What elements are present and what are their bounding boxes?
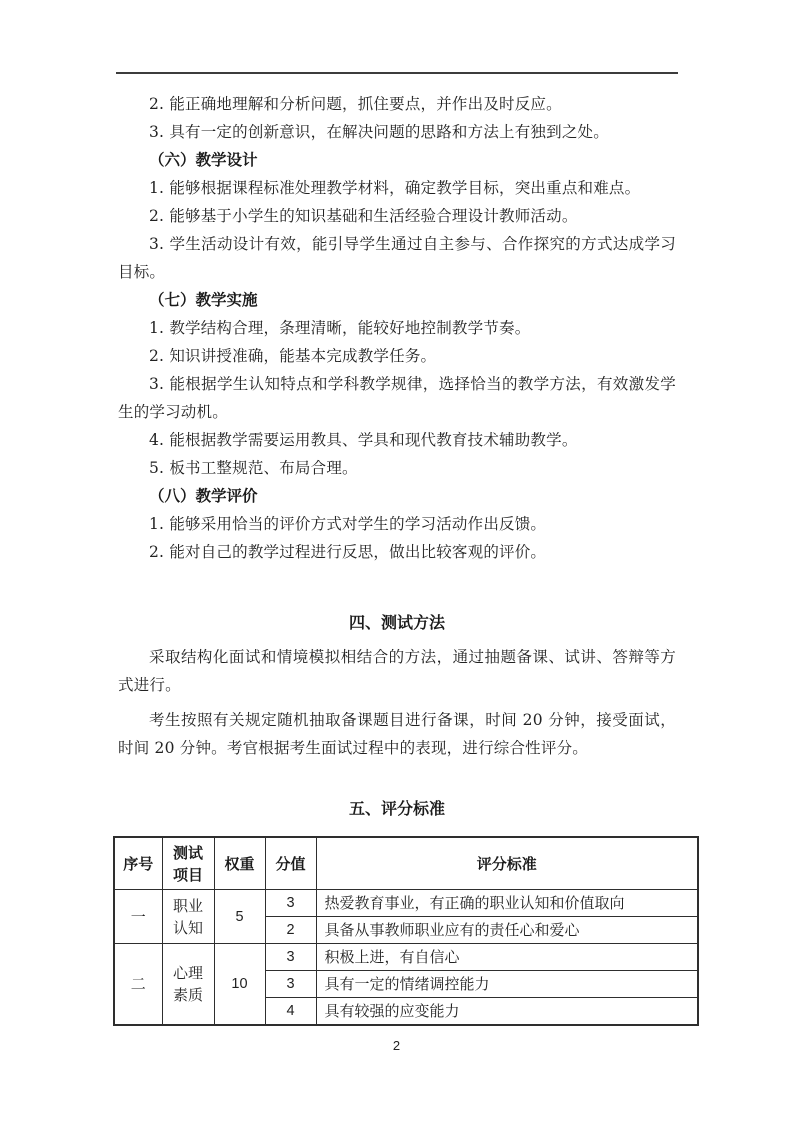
criteria-cell: 具备从事教师职业应有的责任心和爱心 xyxy=(316,917,698,944)
section-title-method: 四、测试方法 xyxy=(348,613,445,632)
weight-cell: 5 xyxy=(214,890,265,944)
weight-cell: 10 xyxy=(214,944,265,1026)
list-item: 2. 能够基于小学生的知识基础和生活经验合理设计教师活动。 xyxy=(149,207,578,225)
seq-cell: 一 xyxy=(114,890,162,944)
list-item: 5. 板书工整规范、布局合理。 xyxy=(149,459,358,477)
table-row xyxy=(114,944,698,971)
criteria-cell: 积极上进，有自信心 xyxy=(316,944,698,971)
table-header-weight: 权重 xyxy=(214,837,265,890)
seq-cell: 二 xyxy=(114,944,162,1026)
list-item: 3. 具有一定的创新意识，在解决问题的思路和方法上有独到之处。 xyxy=(149,123,609,141)
method-paragraph: 采取结构化面试和情境模拟相结合的方法，通过抽题备课、试讲、答辩等方式进行。 xyxy=(118,648,676,694)
section-title-scoring: 五、评分标准 xyxy=(348,799,445,818)
table-header-item: 测试项目 xyxy=(162,837,214,890)
table-header-criteria: 评分标准 xyxy=(316,837,698,890)
list-item: 1. 教学结构合理，条理清晰，能较好地控制教学节奏。 xyxy=(149,319,531,337)
subsection-heading-seven: （七）教学实施 xyxy=(149,291,258,309)
list-item: 3. 学生活动设计有效，能引导学生通过自主参与、合作探究的方式达成学习目标。 xyxy=(118,235,676,281)
method-paragraph: 考生按照有关规定随机抽取备课题目进行备课，时间 20 分钟，接受面试，时间 20 分钟。考官根据考生面试过程中的表现，进行综合性评分。 xyxy=(118,711,676,757)
table-row xyxy=(114,890,698,917)
list-item: 2. 能正确地理解和分析问题，抓住要点，并作出及时反应。 xyxy=(149,95,562,113)
list-item: 2. 能对自己的教学过程进行反思，做出比较客观的评价。 xyxy=(149,543,547,561)
score-cell: 2 xyxy=(265,917,316,944)
subsection-heading-eight: （八）教学评价 xyxy=(149,487,258,505)
item-cell: 心理素质 xyxy=(162,944,214,1026)
criteria-cell: 具有一定的情绪调控能力 xyxy=(316,971,698,998)
criteria-cell: 具有较强的应变能力 xyxy=(316,998,698,1026)
list-item: 4. 能根据教学需要运用教具、学具和现代教育技术辅助教学。 xyxy=(149,431,578,449)
item-cell: 职业认知 xyxy=(162,890,214,944)
table-header-seq: 序号 xyxy=(114,837,162,890)
table-header-score: 分值 xyxy=(265,837,316,890)
list-item: 2. 知识讲授准确，能基本完成教学任务。 xyxy=(149,347,437,365)
list-item: 1. 能够根据课程标准处理教学材料，确定教学目标，突出重点和难点。 xyxy=(149,179,641,197)
header-rule xyxy=(116,72,678,74)
scoring-table xyxy=(113,836,699,1026)
page-content xyxy=(118,90,676,1026)
score-cell: 3 xyxy=(265,890,316,917)
list-item: 3. 能根据学生认知特点和学科教学规律，选择恰当的教学方法，有效激发学生的学习动机。 xyxy=(118,375,676,421)
criteria-cell: 热爱教育事业，有正确的职业认知和价值取向 xyxy=(316,890,698,917)
score-cell: 4 xyxy=(265,998,316,1026)
list-item: 1. 能够采用恰当的评价方式对学生的学习活动作出反馈。 xyxy=(149,515,547,533)
page-number: 2 xyxy=(392,1038,401,1053)
score-cell: 3 xyxy=(265,944,316,971)
subsection-heading-six: （六）教学设计 xyxy=(149,151,258,169)
table-header-row xyxy=(114,837,698,890)
score-cell: 3 xyxy=(265,971,316,998)
